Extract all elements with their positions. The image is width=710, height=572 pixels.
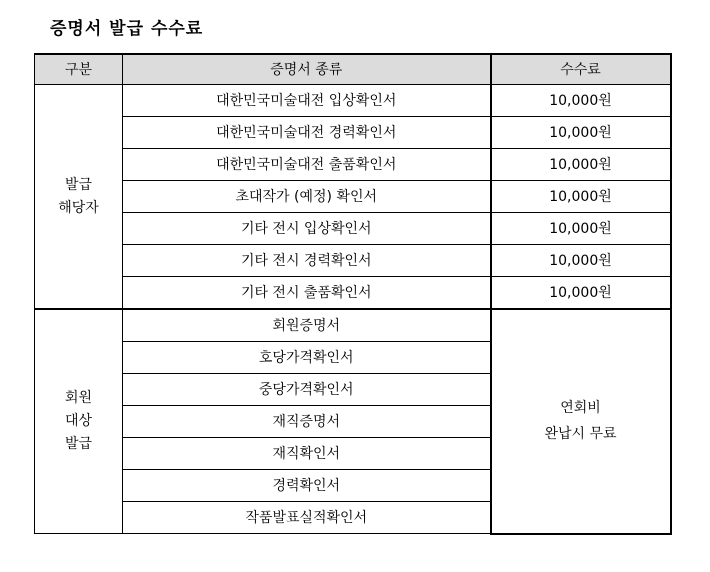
table-row [35, 181, 671, 213]
page-title: 증명서 발급 수수료 [50, 19, 204, 39]
header-fee: 수수료 [491, 54, 671, 85]
certificate-name: 기타 전시 입상확인서 [123, 213, 491, 245]
fee-value: 10,000원 [491, 181, 671, 213]
fee-note-line: 완납시 무료 [544, 426, 617, 443]
certificate-name: 호당가격확인서 [123, 342, 491, 374]
table-row [35, 245, 671, 277]
group-label-line: 해당자 [58, 199, 99, 216]
certificate-name: 대한민국미술대전 출품확인서 [123, 149, 491, 181]
certificate-name: 대한민국미술대전 입상확인서 [123, 85, 491, 117]
header-certificate-type: 증명서 종류 [123, 54, 491, 85]
table-row [35, 213, 671, 245]
group-label-member-issue [35, 309, 123, 534]
fee-note [491, 309, 671, 534]
fee-value: 10,000원 [491, 149, 671, 181]
table-header-row [35, 54, 671, 85]
table-row [35, 277, 671, 310]
fee-note-line: 연회비 [560, 400, 601, 417]
certificate-name: 작품발표실적확인서 [123, 502, 491, 534]
fee-value: 10,000원 [491, 85, 671, 117]
fee-table [34, 53, 672, 535]
fee-value: 10,000원 [491, 245, 671, 277]
table-row [35, 85, 671, 117]
certificate-name: 초대작가 (예정) 확인서 [123, 181, 491, 213]
header-category: 구분 [35, 54, 123, 85]
fee-value: 10,000원 [491, 277, 671, 310]
certificate-name: 경력확인서 [123, 470, 491, 502]
group-label-line: 회원 [64, 390, 93, 406]
fee-value: 10,000원 [491, 117, 671, 149]
table-row [35, 309, 671, 342]
fee-value: 10,000원 [491, 213, 671, 245]
group-label-issue-eligible [35, 85, 123, 310]
group-label-line: 발급 [64, 436, 93, 452]
certificate-name: 기타 전시 경력확인서 [123, 245, 491, 277]
certificate-name: 회원증명서 [123, 309, 491, 342]
group-label-line: 대상 [64, 413, 93, 429]
certificate-name: 중당가격확인서 [123, 374, 491, 406]
certificate-name: 재직증명서 [123, 406, 491, 438]
certificate-name: 기타 전시 출품확인서 [123, 277, 491, 310]
certificate-name: 대한민국미술대전 경력확인서 [123, 117, 491, 149]
table-row [35, 117, 671, 149]
table-row [35, 149, 671, 181]
certificate-name: 재직확인서 [123, 438, 491, 470]
group-label-line: 발급 [64, 176, 93, 193]
